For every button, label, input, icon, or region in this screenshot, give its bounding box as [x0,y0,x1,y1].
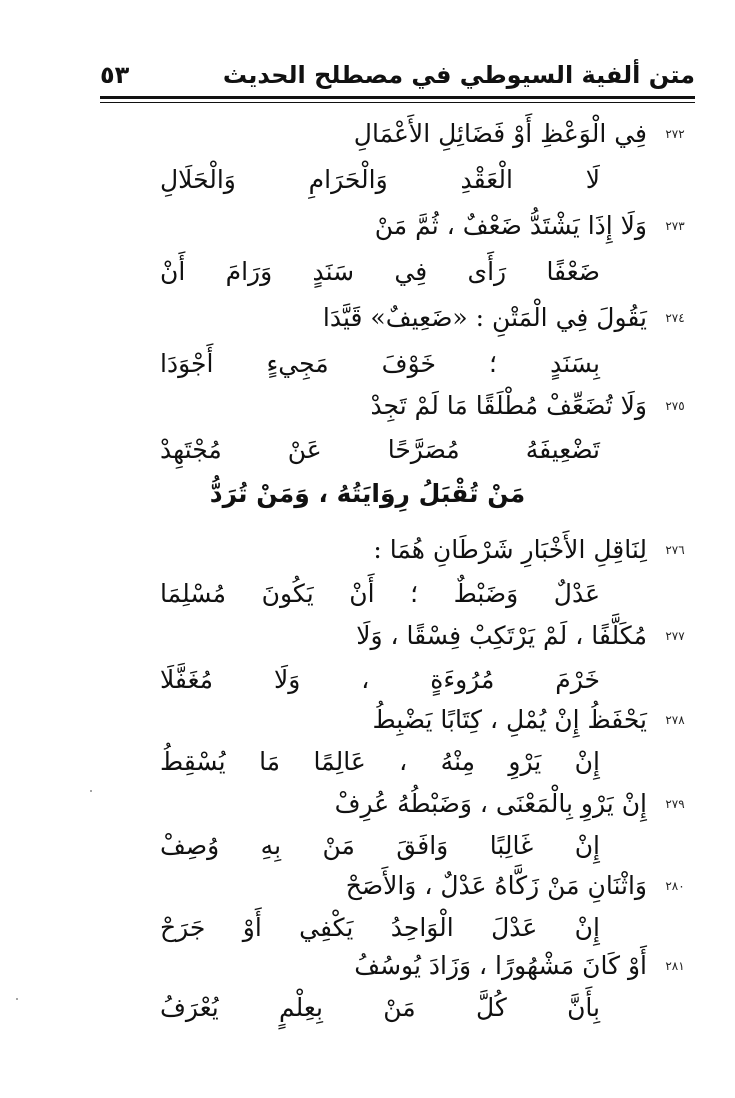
running-header [100,58,695,94]
verse-first-hemistich: وَلَا إِذَا يَشْتَدُّ ضَعْفٌ ، ثُمَّ مَنْ [374,211,647,240]
verse-second-hemistich: ضَعْفًا رَأَى فِي سَنَدٍ وَرَامَ أَنْ [160,257,600,286]
scan-speck [90,790,92,792]
verse-first-hemistich: مُكَلَّفًا ، لَمْ يَرْتَكِبْ فِسْقًا ، وَلَا [356,621,647,650]
verse-number: ٢٧٦ [665,543,685,557]
verse-first-hemistich: فِي الْوَعْظِ أَوْ فَضَائِلِ الأَعْمَالِ [353,119,647,148]
verse-second-hemistich: لَا الْعَقْدِ وَالْحَرَامِ وَالْحَلَالِ [160,165,600,194]
verse-first-hemistich: وَاثْنَانِ مَنْ زَكَّاهُ عَدْلٌ ، وَالأَصَحْ [345,871,647,900]
verse-number: ٢٧٧ [665,629,685,643]
verse-number: ٢٨٠ [665,879,685,893]
verse-first-hemistich: وَلَا تُضَعِّفْ مُطْلَقًا مَا لَمْ تَجِدْ [370,391,647,420]
page-number: ٥٣ [100,61,130,89]
verse-second-hemistich: خَرْمَ مُرُوءَةٍ ، وَلَا مُغَفَّلَا [160,665,600,694]
verse-first-hemistich: يَقُولَ فِي الْمَتْنِ : «ضَعِيفٌ» قَيَّدَا [322,303,647,332]
verse-first-hemistich: يَحْفَظُ إِنْ يُمْلِ ، كِتَابًا يَضْبِطُ [372,705,647,734]
header-rule-thin [100,102,695,103]
verse-second-hemistich: تَضْعِيفَهُ مُصَرَّحًا عَنْ مُجْتَهِدْ [160,435,600,464]
verse-number: ٢٧٣ [665,219,685,233]
verse-second-hemistich: بِسَنَدٍ ؛ خَوْفَ مَجِيءٍ أَجْوَدَا [160,349,600,378]
verse-second-hemistich: بِأَنَّ كُلَّ مَنْ بِعِلْمٍ يُعْرَفُ [160,993,600,1022]
verse-number: ٢٧٨ [665,713,685,727]
scan-speck [16,998,18,1000]
verse-number: ٢٧٩ [665,797,685,811]
verse-second-hemistich: عَدْلٌ وَضَبْطٌ ؛ أَنْ يَكُونَ مُسْلِمَا [160,579,600,608]
verse-second-hemistich: إِنْ يَرْوِ مِنْهُ ، عَالِمًا مَا يُسْقِطُ [160,747,600,776]
header-rule-thick [100,96,695,99]
verse-number: ٢٧٢ [665,127,685,141]
verse-first-hemistich: أَوْ كَانَ مَشْهُورًا ، وَزَادَ يُوسُفُ [354,951,647,980]
verse-first-hemistich: إِنْ يَرْوِ بِالْمَعْنَى ، وَضَبْطُهُ عُرِفْ [334,789,647,818]
verse-number: ٢٨١ [665,959,685,973]
verse-number: ٢٧٤ [665,311,685,325]
verse-first-hemistich: لِنَاقِلِ الأَخْبَارِ شَرْطَانِ هُمَا : [373,535,647,564]
section-heading: مَنْ تُقْبَلُ رِوَايَتُهُ ، وَمَنْ تُرَدُّ [209,479,526,508]
verse-second-hemistich: إِنْ عَدْلَ الْوَاحِدُ يَكْفِي أَوْ جَرَحْ [160,913,600,942]
verse-second-hemistich: إِنْ غَالِبًا وَافَقَ مَنْ بِهِ وُصِفْ [160,831,600,860]
running-header-title: متن ألفية السيوطي في مصطلح الحديث [222,61,695,89]
verse-number: ٢٧٥ [665,399,685,413]
